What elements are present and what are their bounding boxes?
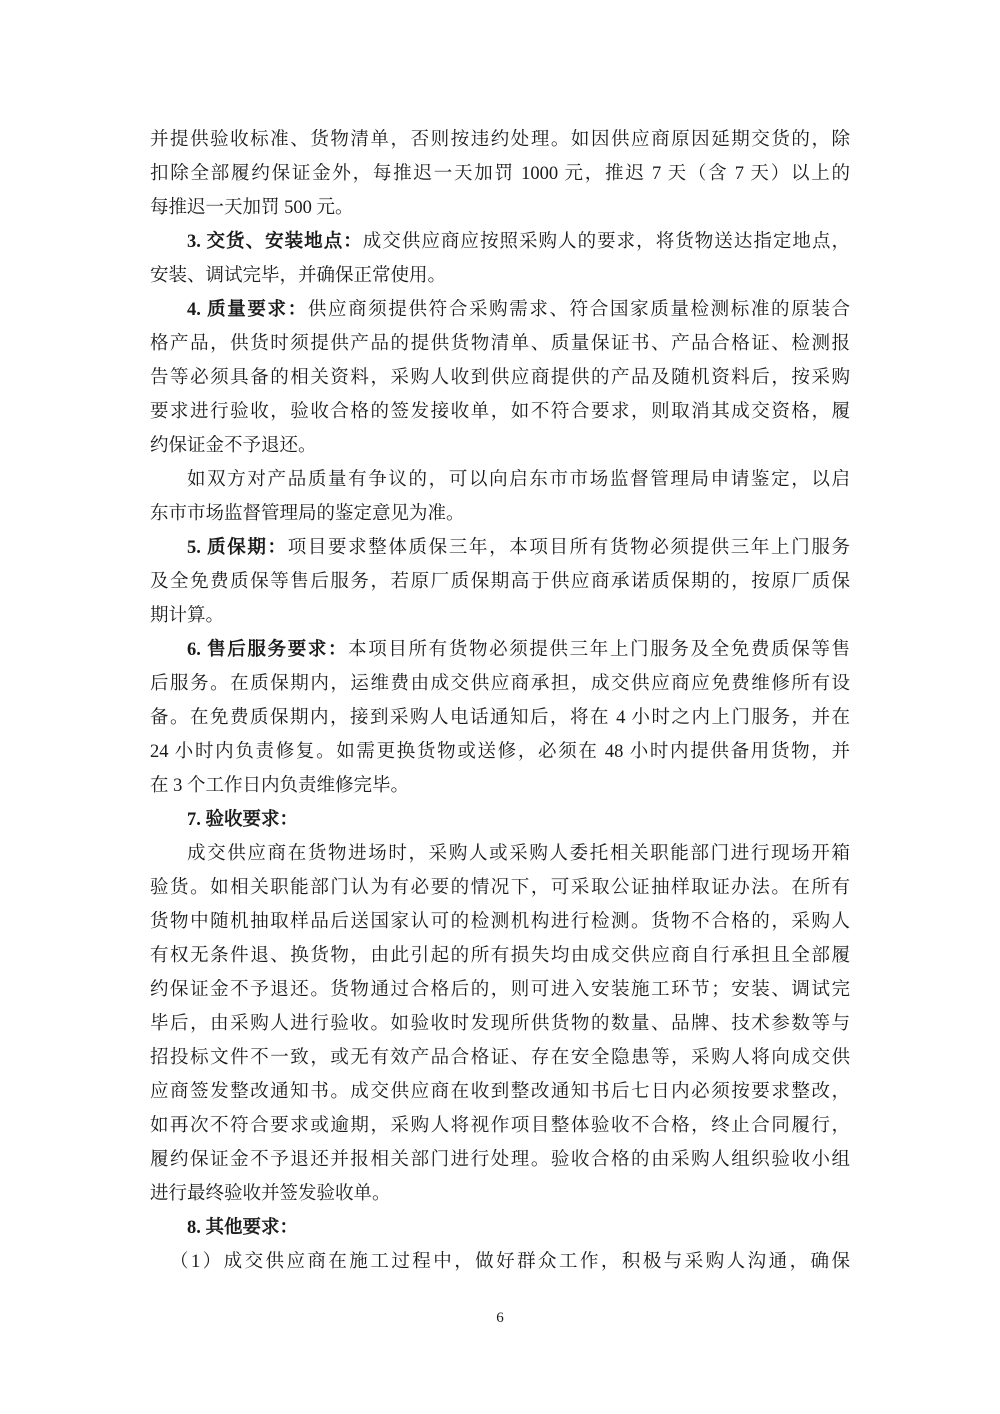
line-text: 东市市场监督管理局的鉴定意见为准。 (150, 504, 465, 524)
line-text: 告等必须具备的相关资料，采购人收到供应商提供的产品及随机资料后，按采购 (150, 368, 850, 388)
line-text: 进行最终验收并签发验收单。 (150, 1184, 391, 1204)
text-line (150, 1177, 850, 1211)
text-line (150, 395, 850, 429)
line-text: 毕后，由采购人进行验收。如验收时发现所供货物的数量、品牌、技术参数等与 (150, 1014, 850, 1034)
text-line (150, 1041, 850, 1075)
text-line (150, 701, 850, 735)
text-line (150, 497, 850, 531)
line-text: 24 小时内负责修复。如需更换货物或送修，必须在 48 小时内提供备用货物，并 (150, 742, 850, 762)
line-text: 期计算。 (150, 606, 225, 626)
line-text: 每推迟一天加罚 500 元。 (150, 198, 354, 218)
section-heading-line (150, 293, 850, 327)
text-line (150, 599, 850, 633)
line-text: 并提供验收标准、货物清单，否则按违约处理。如因供应商原因延期交货的，除 (150, 130, 850, 150)
text-line (150, 1109, 850, 1143)
section-heading: 6. 售后服务要求： (187, 640, 349, 660)
line-text: 项目要求整体质保三年，本项目所有货物必须提供三年上门服务 (287, 538, 850, 558)
text-line (150, 565, 850, 599)
text-line (150, 905, 850, 939)
line-text: 供应商须提供符合采购需求、符合国家质量检测标准的原装合 (307, 300, 850, 320)
line-text: 招投标文件不一致，或无有效产品合格证、存在安全隐患等，采购人将向成交供 (150, 1048, 850, 1068)
section-heading-line (150, 1211, 850, 1245)
section-heading-line (150, 531, 850, 565)
line-text: 有权无条件退、换货物，由此引起的所有损失均由成交供应商自行承担且全部履 (150, 946, 850, 966)
text-line (150, 973, 850, 1007)
line-text: 备。在免费质保期内，接到采购人电话通知后，将在 4 小时之内上门服务，并在 (150, 708, 850, 728)
line-text: （1）成交供应商在施工过程中，做好群众工作，积极与采购人沟通，确保 (170, 1252, 850, 1272)
text-line (150, 837, 850, 871)
text-line (150, 327, 850, 361)
text-line (150, 1007, 850, 1041)
line-text: 在 3 个工作日内负责维修完毕。 (150, 776, 410, 796)
line-text: 成交供应商应按照采购人的要求，将货物送达指定地点， (362, 232, 850, 252)
text-line (150, 123, 850, 157)
section-heading: 4. 质量要求： (187, 300, 308, 320)
line-text: 安装、调试完毕，并确保正常使用。 (150, 266, 447, 286)
line-text: 本项目所有货物必须提供三年上门服务及全免费质保等售 (348, 640, 850, 660)
text-line (150, 191, 850, 225)
section-heading-line (150, 803, 850, 837)
text-line (150, 157, 850, 191)
text-line (150, 735, 850, 769)
section-heading: 8. 其他要求： (187, 1218, 299, 1238)
text-line (150, 667, 850, 701)
text-line (150, 463, 850, 497)
line-text: 如双方对产品质量有争议的，可以向启东市市场监督管理局申请鉴定，以启 (187, 470, 850, 490)
line-text: 如再次不符合要求或逾期，采购人将视作项目整体验收不合格，终止合同履行， (150, 1116, 850, 1136)
line-text: 履约保证金不予退还并报相关部门进行处理。验收合格的由采购人组织验收小组 (150, 1150, 850, 1170)
line-text: 约保证金不予退还。 (150, 436, 317, 456)
line-text: 扣除全部履约保证金外，每推迟一天加罚 1000 元，推迟 7 天（含 7 天）以上的 (150, 164, 850, 184)
text-line (150, 1075, 850, 1109)
line-text: 及全免费质保等售后服务，若原厂质保期高于供应商承诺质保期的，按原厂质保 (150, 572, 850, 592)
section-heading-line (150, 225, 850, 259)
text-line (150, 1143, 850, 1177)
section-heading: 3. 交货、安装地点： (187, 232, 363, 252)
text-line (150, 871, 850, 905)
text-line (150, 361, 850, 395)
section-heading-line (150, 633, 850, 667)
line-text: 成交供应商在货物进场时，采购人或采购人委托相关职能部门进行现场开箱 (187, 844, 850, 864)
text-line (150, 259, 850, 293)
text-line (150, 769, 850, 803)
line-text: 应商签发整改通知书。成交供应商在收到整改通知书后七日内必须按要求整改， (150, 1082, 850, 1102)
line-text: 格产品，供货时须提供产品的提供货物清单、质量保证书、产品合格证、检测报 (150, 334, 850, 354)
line-text: 后服务。在质保期内，运维费由成交供应商承担，成交供应商应免费维修所有设 (150, 674, 850, 694)
text-line (150, 429, 850, 463)
text-line (150, 1245, 850, 1279)
line-text: 货物中随机抽取样品后送国家认可的检测机构进行检测。货物不合格的，采购人 (150, 912, 850, 932)
section-heading: 7. 验收要求： (187, 810, 299, 830)
document-body (150, 123, 850, 1279)
text-line (150, 939, 850, 973)
line-text: 约保证金不予退还。货物通过合格后的，则可进入安装施工环节；安装、调试完 (150, 980, 850, 1000)
line-text: 验货。如相关职能部门认为有必要的情况下，可采取公证抽样取证办法。在所有 (150, 878, 850, 898)
page-number: 6 (496, 1310, 504, 1326)
line-text: 要求进行验收，验收合格的签发接收单，如不符合要求，则取消其成交资格，履 (150, 402, 850, 422)
section-heading: 5. 质保期： (187, 538, 288, 558)
